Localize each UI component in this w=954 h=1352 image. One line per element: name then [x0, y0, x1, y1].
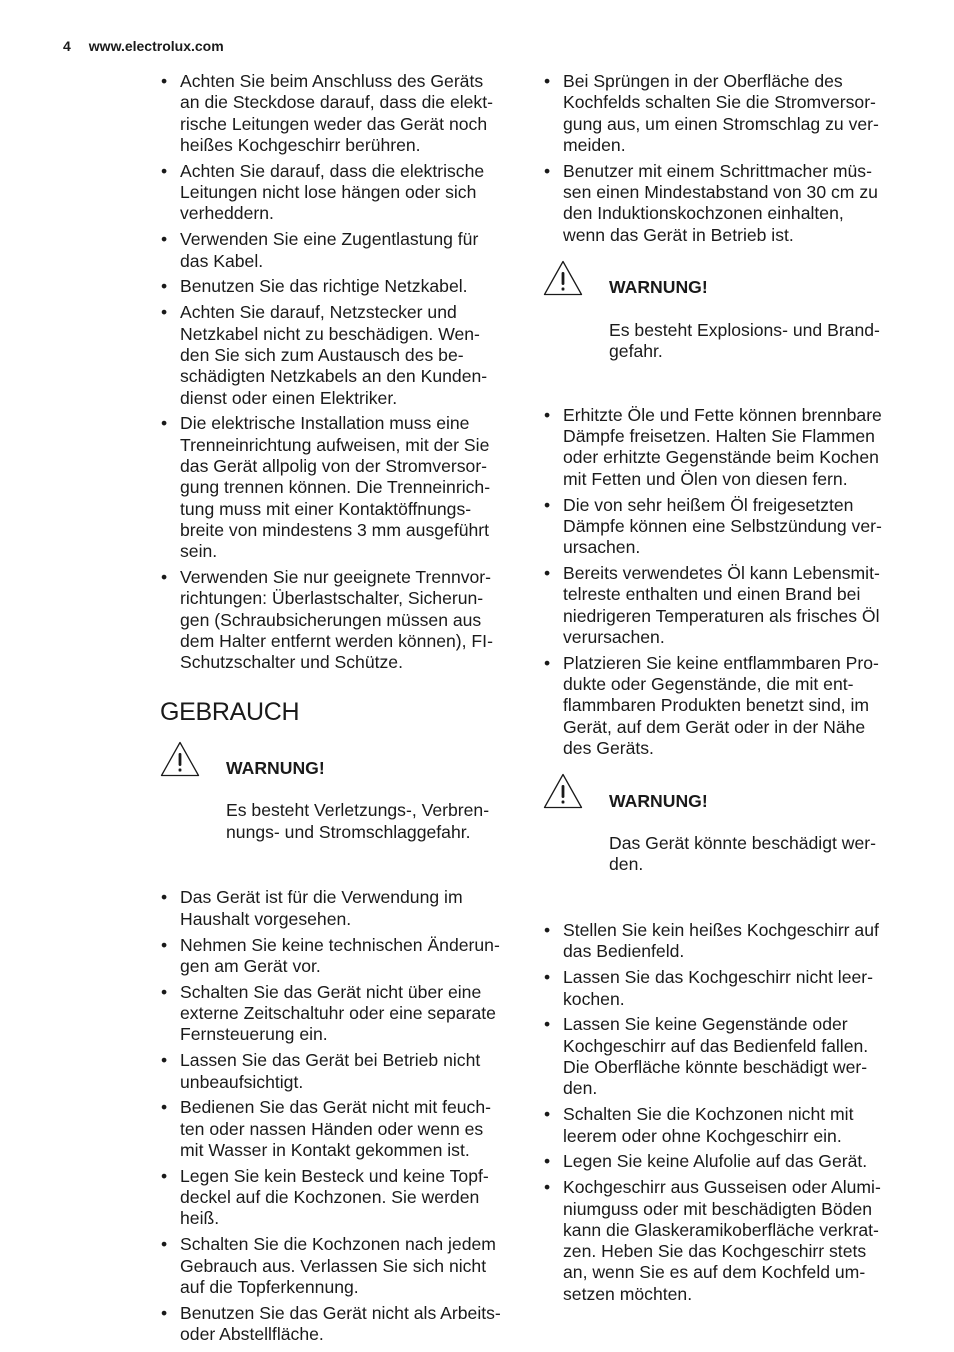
- list-item: • Die elektrische Installation muss eine Trenneinrichtung aufweisen, mit der Sie das Gerät allpolig von der Stromversor- gung trennen können. Die Trenneinrich- tung muss mit einer Kontaktöffnungs- breite von mindestens 3 mm ausgeführt sein.: [160, 413, 515, 562]
- warning-title: WARNUNG!: [609, 277, 708, 298]
- list-item: • Kochgeschirr aus Gusseisen oder Alumi- niumguss oder mit beschädigten Böden kann die Glaskeramikoberfläche verkrat- zen. Heben Sie das Kochgeschirr stets an, wenn Sie es auf dem Kochfeld um- setzen möchten.: [543, 1177, 898, 1305]
- list-item: • Benutzen Sie das richtige Netzkabel.: [160, 276, 515, 297]
- left-column: [160, 71, 515, 1350]
- right-column: [543, 71, 898, 1310]
- list-item: • Erhitzte Öle und Fette können brennbare Dämpfe freisetzen. Halten Sie Flammen oder erhitzte Gegenstände beim Kochen mit Fetten und Ölen von diesen fern.: [543, 405, 898, 490]
- list-item: • Lassen Sie das Kochgeschirr nicht leer- kochen.: [543, 967, 898, 1010]
- list-item: • Achten Sie darauf, dass die elektrische Leitungen nicht lose hängen oder sich verheddern.: [160, 161, 515, 225]
- warning-text: Es besteht Explosions- und Brand- gefahr.: [609, 319, 880, 362]
- list-item: • Das Gerät ist für die Verwendung im Haushalt vorgesehen.: [160, 887, 515, 930]
- list-item: • Schalten Sie die Kochzonen nach jedem Gebrauch aus. Verlassen Sie sich nicht auf die Topferkennung.: [160, 1234, 515, 1298]
- list-item: • Benutzer mit einem Schrittmacher müs- sen einen Mindestabstand von 30 cm zu den Induktionskochzonen einhalten, wenn das Gerät in Betrieb ist.: [543, 161, 898, 246]
- list-item: • Stellen Sie kein heißes Kochgeschirr auf das Bedienfeld.: [543, 920, 898, 963]
- warning-icon: [543, 773, 583, 809]
- warning-box: [160, 737, 515, 865]
- list-item: • Schalten Sie die Kochzonen nicht mit leerem oder ohne Kochgeschirr ein.: [543, 1104, 898, 1147]
- page-number: 4: [63, 38, 71, 54]
- list-item: • Bereits verwendetes Öl kann Lebensmit- telreste enthalten und einen Brand bei niedrigeren Temperaturen als frisches Öl verursachen.: [543, 563, 898, 648]
- bullet-list-fire: [543, 405, 898, 760]
- list-item: • Achten Sie beim Anschluss des Geräts an die Steckdose darauf, dass die elekt- rische Leitungen weder das Gerät noch heißes Kochgeschirr berühren.: [160, 71, 515, 156]
- bullet-list-damage: [543, 920, 898, 1305]
- page-header: [63, 38, 224, 54]
- warning-box: [543, 769, 898, 897]
- list-item: • Bei Sprüngen in der Oberfläche des Kochfelds schalten Sie die Stromversor- gung aus, um einen Stromschlag zu ver- meiden.: [543, 71, 898, 156]
- warning-title: WARNUNG!: [609, 790, 708, 811]
- website-link[interactable]: www.electrolux.com: [88, 38, 224, 54]
- list-item: • Verwenden Sie nur geeignete Trennvor- richtungen: Überlastschalter, Sicherun- gen (Schraubsicherungen müssen aus dem Halter entfernt werden können), FI- Schutzschalter und Schütze.: [160, 567, 515, 673]
- warning-box: [543, 256, 898, 384]
- bullet-list-usage: [160, 887, 515, 1345]
- list-item: • Schalten Sie das Gerät nicht über eine externe Zeitschaltuhr oder eine separate Fernsteuerung ein.: [160, 982, 515, 1046]
- list-item: • Die von sehr heißem Öl freigesetzten Dämpfe können eine Selbstzündung ver- ursachen.: [543, 495, 898, 559]
- bullet-list-installation: [160, 71, 515, 674]
- list-item: • Platzieren Sie keine entflammbaren Pro- dukte oder Gegenstände, die mit ent- flammbaren Produkten benetzt sind, im Gerät, auf dem Gerät oder in der Nähe des Geräts.: [543, 653, 898, 759]
- bullet-list-surface: [543, 71, 898, 246]
- list-item: • Legen Sie kein Besteck und keine Topf- deckel auf die Kochzonen. Sie werden heiß.: [160, 1166, 515, 1230]
- list-item: • Legen Sie keine Alufolie auf das Gerät.: [543, 1151, 898, 1172]
- list-item: • Bedienen Sie das Gerät nicht mit feuch- ten oder nassen Händen oder wenn es mit Wasser in Kontakt gekommen ist.: [160, 1097, 515, 1161]
- list-item: • Lassen Sie keine Gegenstände oder Kochgeschirr auf das Bedienfeld fallen. Die Oberfläche könnte beschädigt wer- den.: [543, 1014, 898, 1099]
- warning-text: Das Gerät könnte beschädigt wer- den.: [609, 833, 876, 875]
- warning-icon: [543, 260, 583, 296]
- list-item: • Nehmen Sie keine technischen Änderun- gen am Gerät vor.: [160, 935, 515, 978]
- list-item: • Achten Sie darauf, Netzstecker und Netzkabel nicht zu beschädigen. Wen- den Sie sich zum Austausch des be- schädigten Netzkabels an den Kunden- dienst oder einen Elektriker.: [160, 302, 515, 408]
- list-item: • Benutzen Sie das Gerät nicht als Arbeits- oder Abstellfläche.: [160, 1303, 515, 1346]
- section-title-gebrauch: GEBRAUCH: [160, 697, 300, 726]
- list-item: • Lassen Sie das Gerät bei Betrieb nicht unbeaufsichtigt.: [160, 1050, 515, 1093]
- list-item: • Verwenden Sie eine Zugentlastung für das Kabel.: [160, 229, 515, 272]
- warning-text: Es besteht Verletzungs-, Verbren- nungs- und Stromschlaggefahr.: [226, 800, 490, 842]
- warning-title: WARNUNG!: [226, 757, 325, 778]
- warning-icon: [160, 741, 200, 777]
